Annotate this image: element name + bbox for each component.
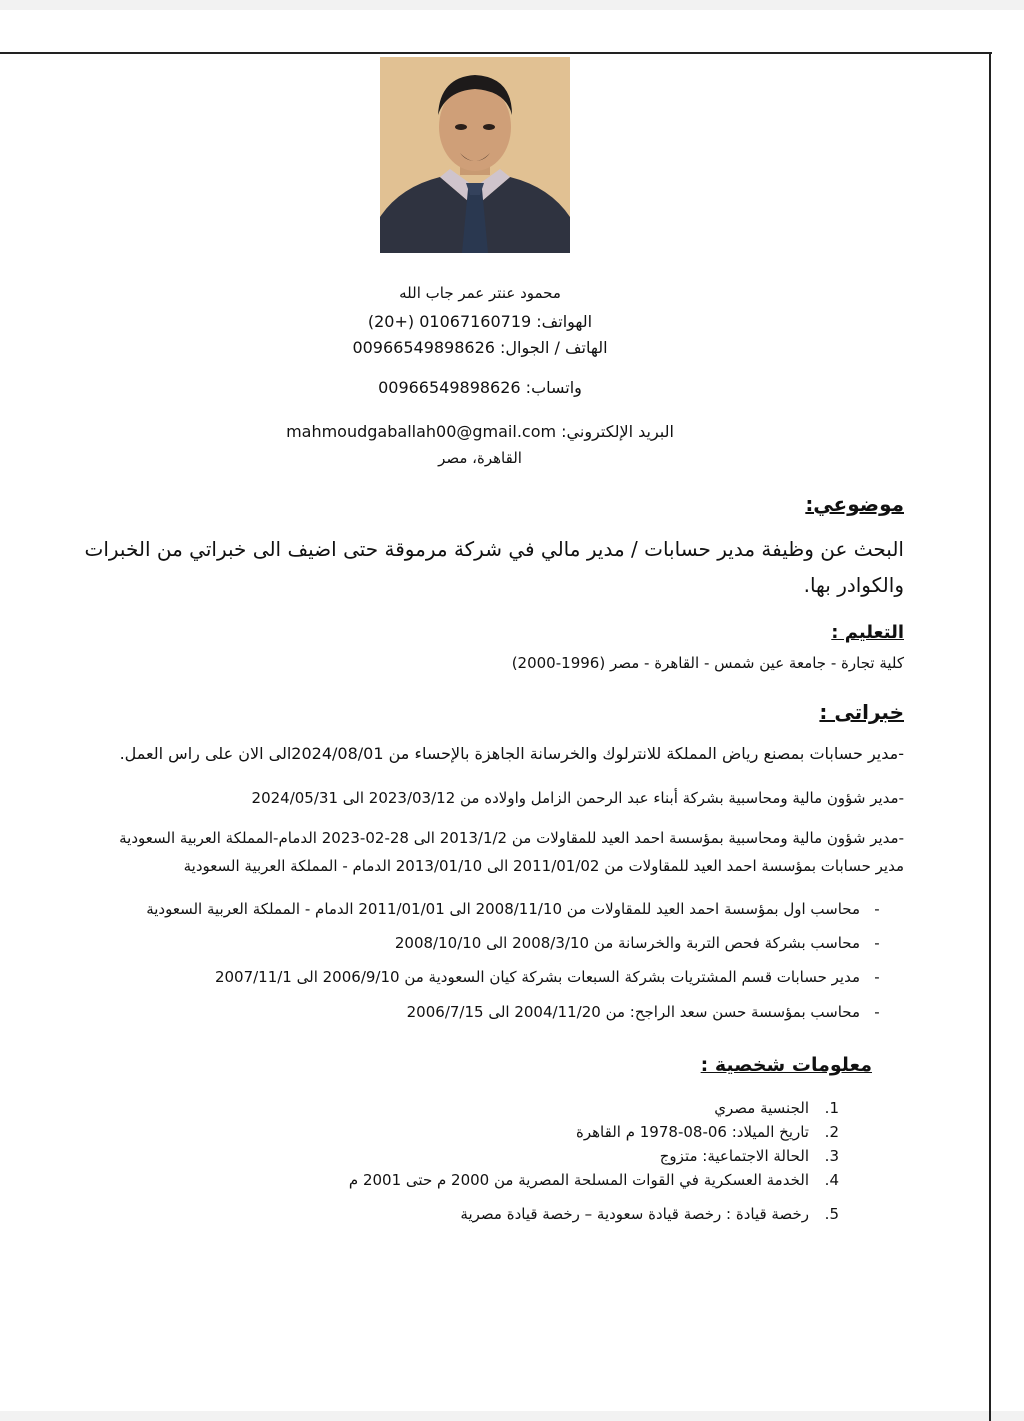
personal-heading: معلومات شخصية : — [700, 1054, 872, 1076]
experience-item-3: -مدير شؤون مالية ومحاسبية بمؤسسة احمد العيد للمقاولات من 2013/1/2 الى 28-02-2023 الدمام-المملكة العربية السعودية — [119, 829, 904, 847]
objective-line-1: البحث عن وظيفة مدير حسابات / مدير مالي في شركة مرموقة حتى اضيف الى خبراتي من الخبرات — [84, 537, 904, 561]
portrait-photo — [380, 57, 570, 253]
list-item — [460, 1205, 839, 1223]
email-line[interactable]: البريد الإلكتروني: mahmoudgaballah00@gmail.com — [286, 422, 674, 441]
bullet-dash: - — [874, 968, 880, 986]
list-item — [660, 1147, 839, 1165]
personal-item-birth: تاريخ الميلاد: 06-08-1978 م القاهرة — [576, 1123, 809, 1141]
phones-line: الهواتف: 01067160719 (+20) — [367, 312, 593, 331]
location-line: القاهرة، مصر — [438, 449, 522, 467]
list-item — [146, 900, 894, 918]
bullet-dash: - — [874, 1003, 880, 1021]
education-heading: التعليم : — [831, 622, 904, 643]
list-number: 5. — [824, 1205, 839, 1223]
objective-heading: موضوعي: — [805, 492, 904, 516]
candidate-name: محمود عنتر عمر جاب الله — [399, 284, 561, 302]
experience-bullet-1: محاسب اول بمؤسسة احمد العيد للمقاولات من 2008/11/10 الى 2011/01/01 الدمام - المملكة العربية السعودية — [146, 900, 860, 918]
personal-item-nationality: الجنسية مصري — [714, 1099, 809, 1117]
list-number: 1. — [824, 1099, 839, 1117]
bullet-dash: - — [874, 900, 880, 918]
experience-bullet-3: مدير حسابات قسم المشتريات بشركة السبعات بشركة كيان السعودية من 2006/9/10 الى 2007/11/1 — [214, 968, 860, 986]
list-item — [576, 1123, 839, 1141]
page-border-right — [989, 52, 991, 1421]
list-item — [349, 1171, 839, 1189]
personal-item-military: الخدمة العسكرية في القوات المسلحة المصرية من 2000 م حتى 2001 م — [348, 1171, 809, 1189]
bullet-dash: - — [874, 934, 880, 952]
experience-heading: خبراتى : — [819, 700, 904, 724]
objective-line-2: والكوادر بها. — [803, 573, 904, 597]
education-text: كلية تجارة - جامعة عين شمس - القاهرة - مصر (1996-2000) — [511, 654, 904, 672]
mobile-line: الهاتف / الجوال: 00966549898626 — [352, 338, 608, 357]
personal-item-license: رخصة قيادة : رخصة قيادة سعودية – رخصة قيادة مصرية — [460, 1205, 809, 1223]
page-border-top — [0, 52, 992, 54]
list-item — [407, 1003, 894, 1021]
experience-bullet-2: محاسب بشركة فحص التربة والخرسانة من 2008/3/10 الى 2008/10/10 — [394, 934, 860, 952]
list-number: 2. — [824, 1123, 839, 1141]
whatsapp-line: واتساب: 00966549898626 — [378, 378, 582, 397]
experience-bullet-4: محاسب بمؤسسة حسن سعد الراجح: من 2004/11/20 الى 2006/7/15 — [406, 1003, 860, 1021]
personal-item-marital: الحالة الاجتماعية: متزوج — [659, 1147, 809, 1165]
list-number: 3. — [824, 1147, 839, 1165]
list-item — [714, 1099, 839, 1117]
experience-item-4: مدير حسابات بمؤسسة احمد العيد للمقاولات من 2011/01/02 الى 2013/01/10 الدمام - المملكة العربية السعودية — [183, 857, 904, 875]
list-item — [395, 934, 894, 952]
experience-item-1: -مدير حسابات بمصنع رياض المملكة للانترلوك والخرسانة الجاهزة بالإحساء من 2024/08/01الى الان على راس العمل. — [119, 744, 904, 763]
portrait-photo-icon — [380, 57, 570, 253]
list-number: 4. — [824, 1171, 839, 1189]
list-item — [215, 968, 894, 986]
experience-item-2: -مدير شؤون مالية ومحاسبية بشركة أبناء عبد الرحمن الزامل واولاده من 2023/03/12 الى 2024/05/31 — [251, 789, 904, 807]
